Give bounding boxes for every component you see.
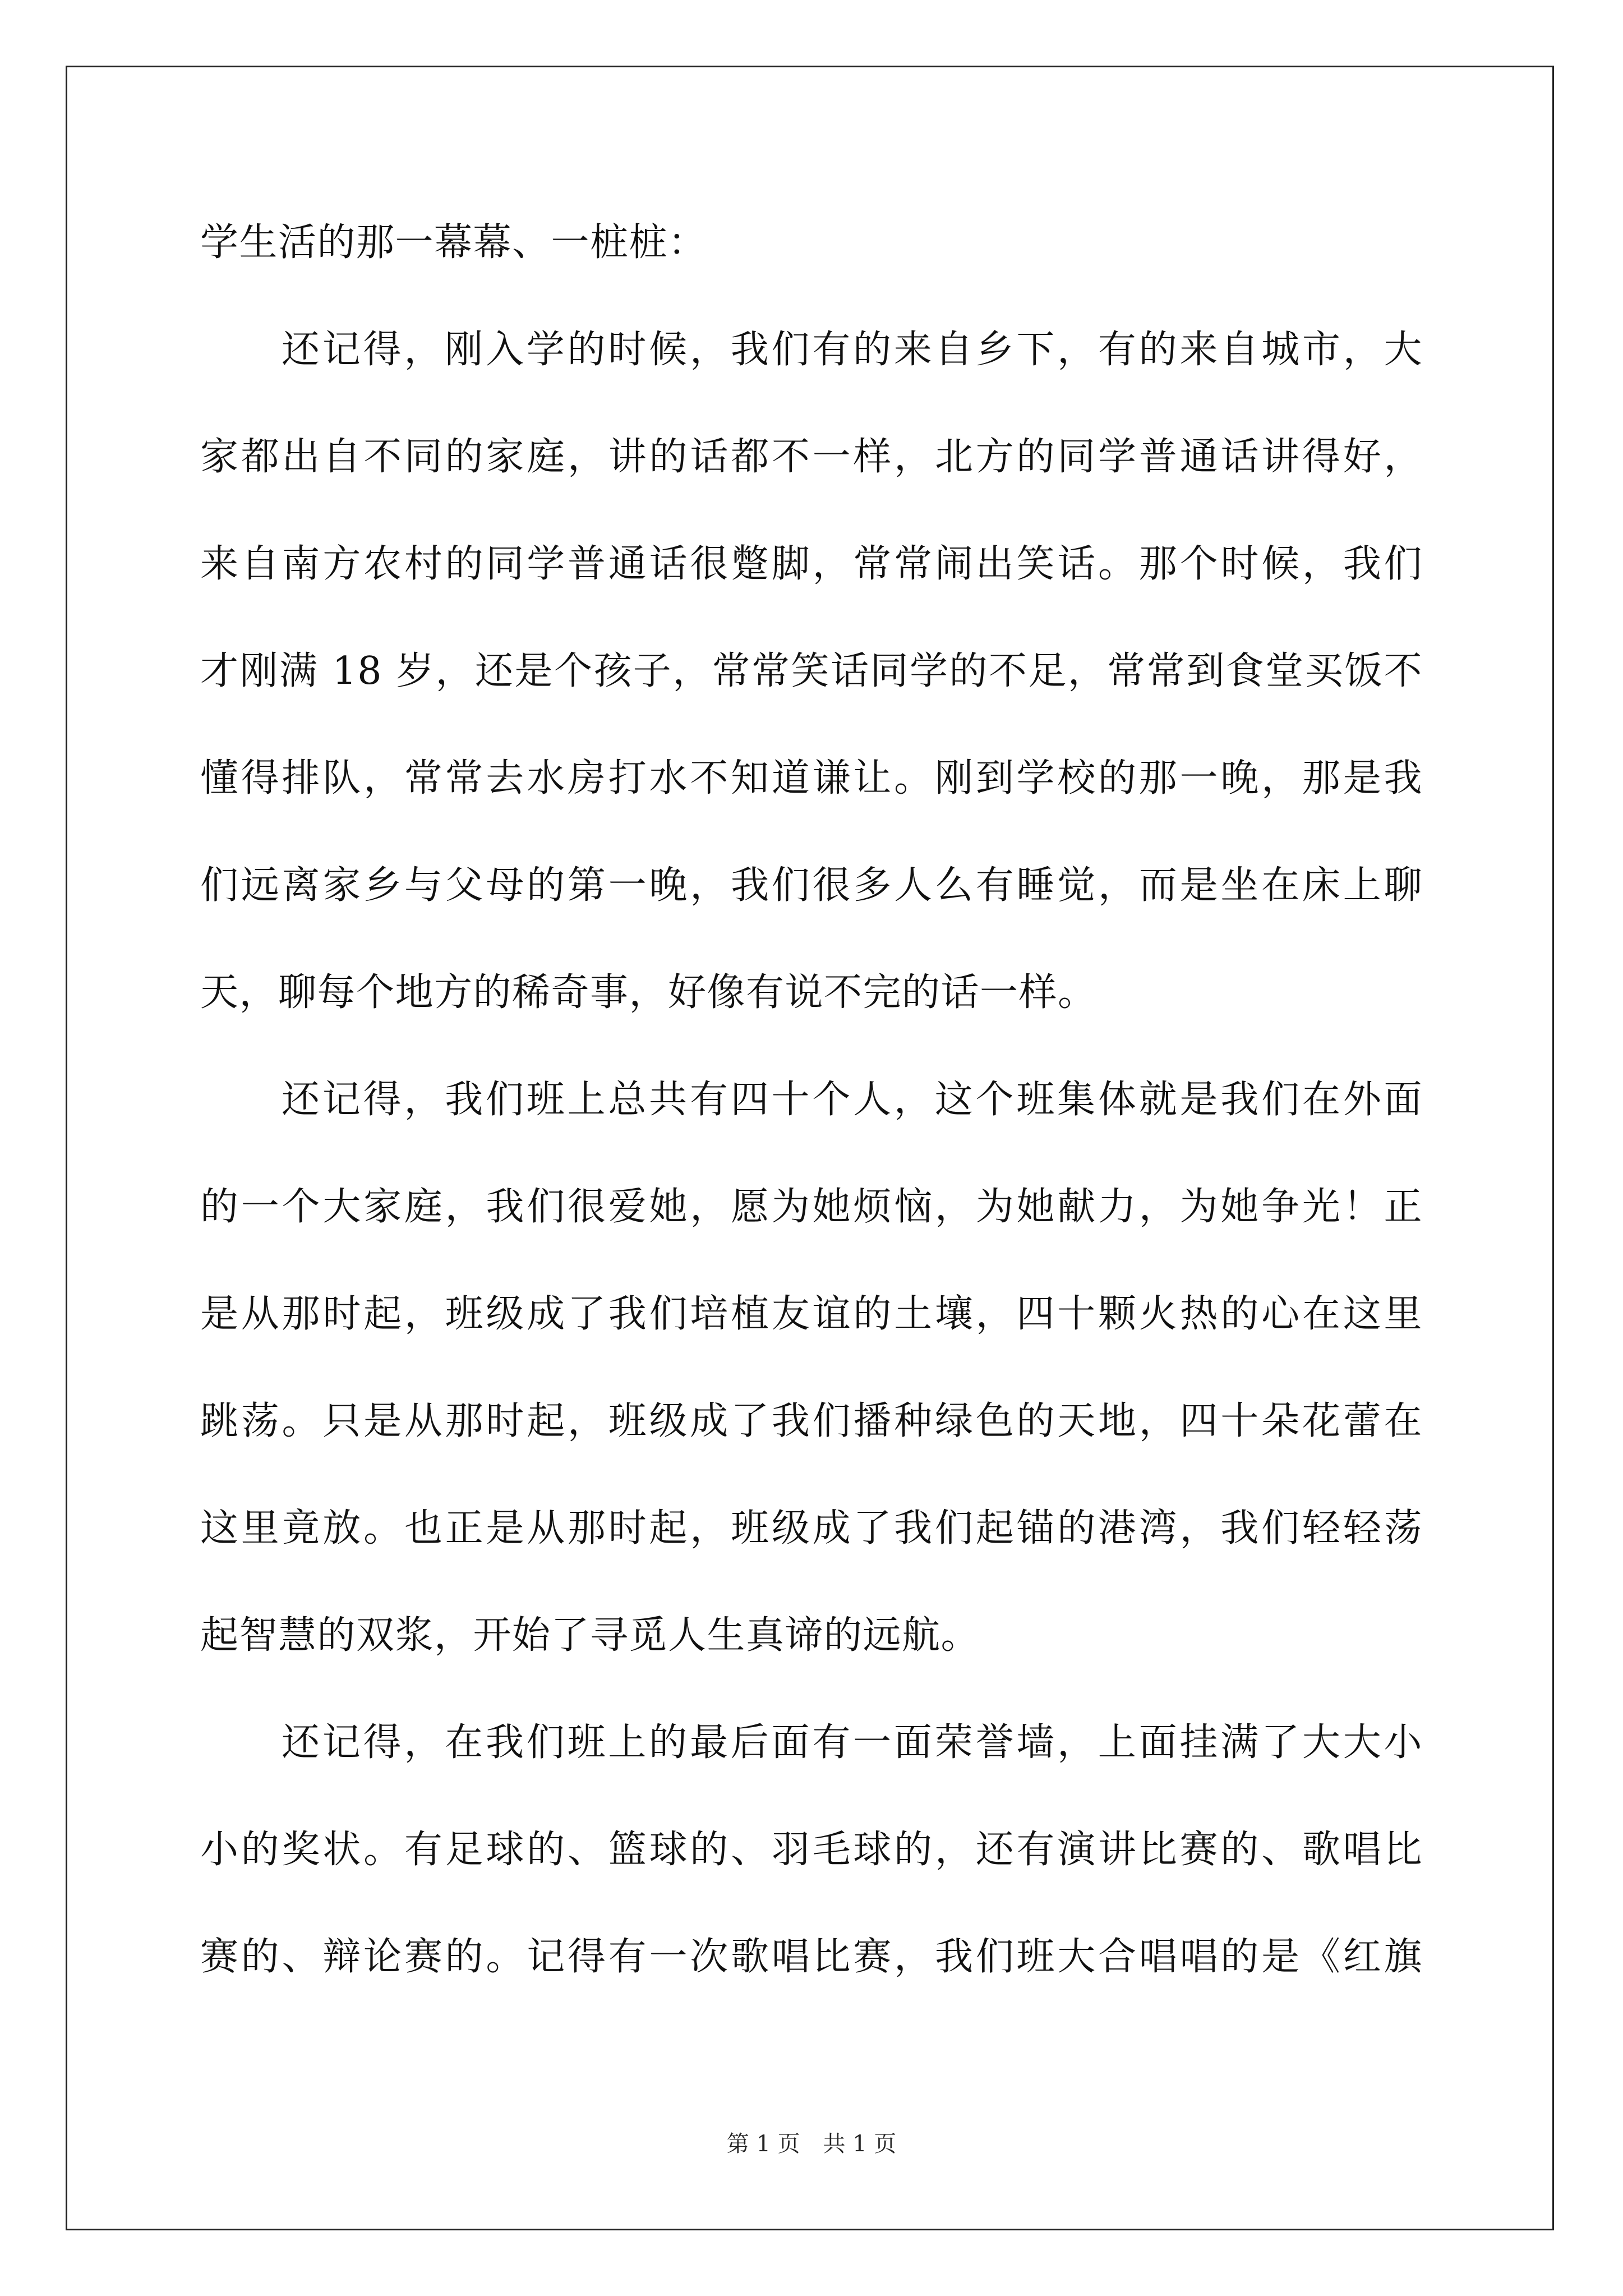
text-line: 是从那时起，班级成了我们培植友谊的土壤，四十颗火热的心在这里 (200, 1292, 1423, 1336)
text-line: 这里竟放。也正是从那时起，班级成了我们起锚的港湾，我们轻轻荡 (200, 1506, 1423, 1550)
text-line: 小的奖状。有足球的、篮球的、羽毛球的，还有演讲比赛的、歌唱比 (200, 1828, 1423, 1872)
text-line: 的一个大家庭，我们很爱她，愿为她烦恼，为她献力，为她争光！正 (200, 1185, 1423, 1229)
text-line: 跳荡。只是从那时起，班级成了我们播种绿色的天地，四十朵花蕾在 (200, 1399, 1423, 1443)
page-number: 第 1 页 (726, 2131, 800, 2157)
text-line: 天，聊每个地方的稀奇事，好像有说不完的话一样。 (200, 970, 1097, 1015)
page-total: 共 1 页 (823, 2131, 897, 2157)
text-line: 懂得排队，常常去水房打水不知道谦让。刚到学校的那一晚，那是我 (200, 756, 1423, 800)
text-line: 才刚满 18 岁，还是个孩子，常常笑话同学的不足，常常到食堂买饭不 (200, 649, 1423, 693)
text-line: 们远离家乡与父母的第一晚，我们很多人么有睡觉，而是坐在床上聊 (200, 863, 1423, 908)
text-line: 起智慧的双浆，开始了寻觅人生真谛的远航。 (200, 1613, 980, 1658)
page-footer (0, 2126, 1623, 2158)
text-line: 还记得，刚入学的时候，我们有的来自乡下，有的来自城市，大 (282, 328, 1423, 372)
text-line: 还记得，在我们班上的最后面有一面荣誉墙，上面挂满了大大小 (282, 1720, 1423, 1765)
text-line: 学生活的那一幕幕、一桩桩： (200, 220, 707, 265)
text-line: 来自南方农村的同学普通话很蹩脚，常常闹出笑话。那个时候，我们 (200, 542, 1423, 586)
text-line: 还记得，我们班上总共有四十个人，这个班集体就是我们在外面 (282, 1078, 1423, 1122)
document-body (200, 215, 1423, 2036)
text-line: 赛的、辩论赛的。记得有一次歌唱比赛，我们班大合唱唱的是《红旗 (200, 1935, 1423, 1979)
text-line: 家都出自不同的家庭，讲的话都不一样，北方的同学普通话讲得好， (200, 435, 1423, 479)
